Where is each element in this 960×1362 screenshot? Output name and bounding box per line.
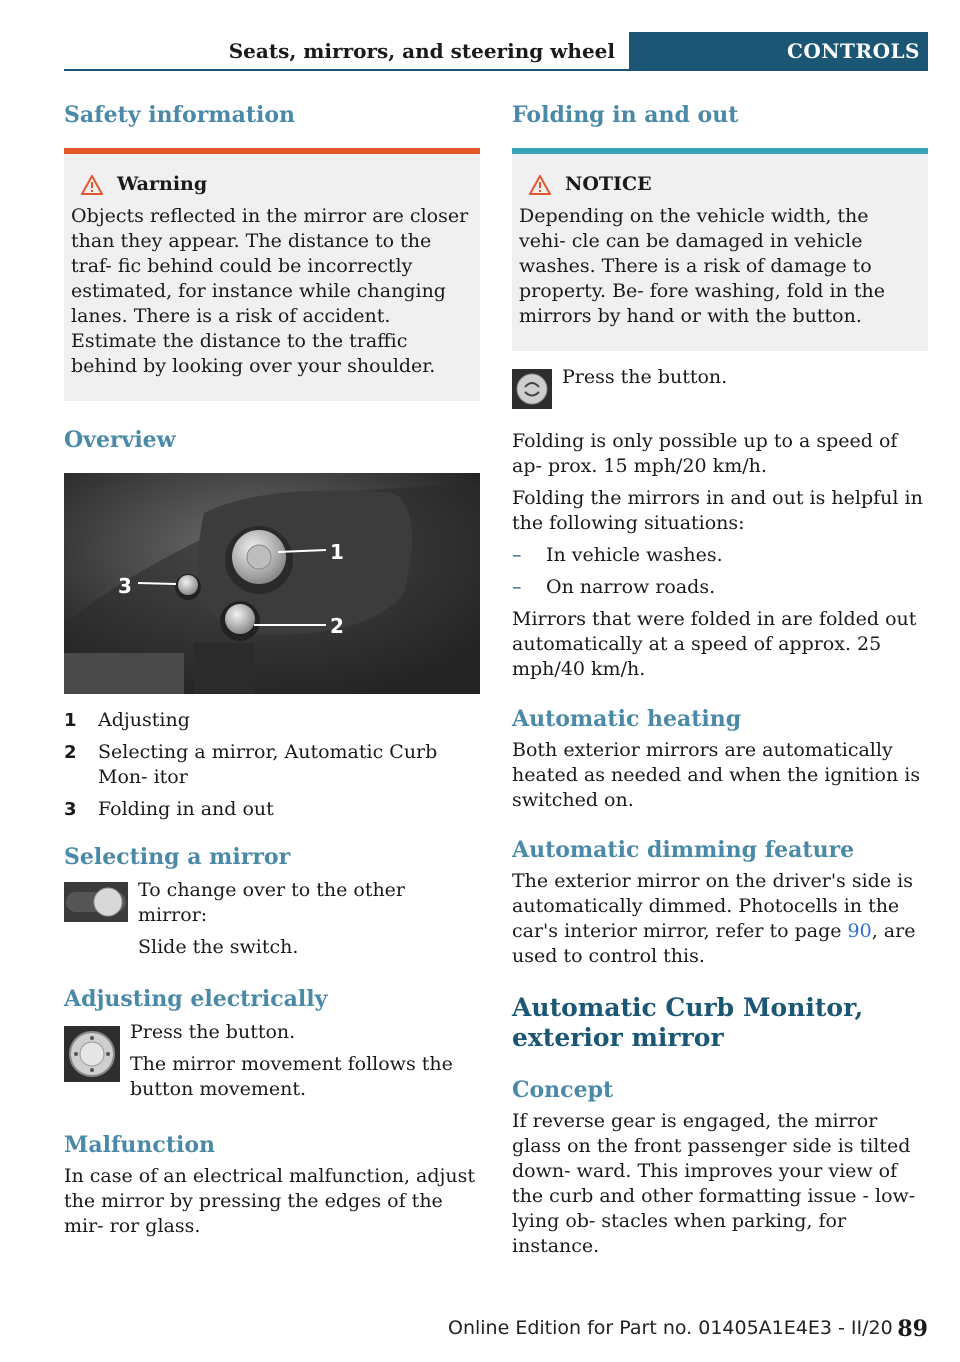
unfold-text: Mirrors that were folded in are folded out automatically at a speed of approx. 25 mph/40 km/h. xyxy=(512,608,917,680)
header-rule xyxy=(64,69,629,71)
overview-heading: Overview xyxy=(64,427,176,453)
page-link[interactable]: 90 xyxy=(847,920,872,942)
warning-header xyxy=(71,172,473,197)
notice-box xyxy=(512,148,928,351)
section-title: Seats, mirrors, and steering wheel xyxy=(228,39,615,63)
callout-2: 2 xyxy=(330,614,344,638)
edition-text: Online Edition for Part no. 01405A1E4E3 - II/20 xyxy=(448,1317,893,1339)
dimming-text: The exterior mirror on the driver's side is automatically dimmed. Photocells in the car's interior mirror, refer to page 90, are used to control this. xyxy=(512,870,916,967)
selecting-heading: Selecting a mirror xyxy=(64,844,291,870)
legend-item: 1 Adjusting xyxy=(64,709,190,731)
callout-3: 3 xyxy=(118,574,132,598)
safety-heading: Safety information xyxy=(64,102,296,128)
adjusting-heading: Adjusting electrically xyxy=(64,986,328,1012)
callout-1: 1 xyxy=(330,540,344,564)
fold-button-icon xyxy=(512,369,552,409)
overview-legend xyxy=(64,708,480,822)
press-button-text: Press the button. xyxy=(562,366,728,388)
mirror-controls-photo xyxy=(64,473,480,694)
heating-text: Both exterior mirrors are automatically heated as needed and when the ignition is switched on. xyxy=(512,739,921,811)
concept-heading: Concept xyxy=(512,1077,614,1103)
selecting-line-1: To change over to the other mirror: xyxy=(138,879,406,926)
mirror-switch-icon xyxy=(64,882,128,922)
concept-text: If reverse gear is engaged, the mirror glass on the front passenger side is tilted down- ward. This improves your view of the curb and other formatting issue - low-lying ob- stacles when parking, for instance. xyxy=(512,1110,916,1257)
right-column xyxy=(512,100,928,1259)
dimming-heading: Automatic dimming feature xyxy=(512,837,855,863)
selecting-line-2: Slide the switch. xyxy=(138,936,299,958)
warning-triangle-icon xyxy=(81,175,103,195)
chapter-tab[interactable]: CONTROLS xyxy=(629,32,928,71)
situation-item: – In vehicle washes. xyxy=(512,544,723,566)
notice-triangle-icon xyxy=(529,175,551,195)
situation-item: – On narrow roads. xyxy=(512,576,716,598)
warning-text: Objects reflected in the mirror are closer than they appear. The distance to the traf- fic behind could be incorrectly estimated, for instance while changing lanes. There is a risk of accident. Estimate the distance to the traffic behind by looking over your shoulder. xyxy=(71,205,469,377)
adjusting-row xyxy=(64,1020,480,1102)
notice-header xyxy=(519,172,921,197)
legend-item: 2 Selecting a mirror, Automatic Curb Mon- itor xyxy=(64,741,438,788)
folding-heading: Folding in and out xyxy=(512,102,739,128)
adjusting-line-2: The mirror movement follows the button movement. xyxy=(130,1053,453,1100)
page-number: 89 xyxy=(897,1316,928,1342)
notice-text: Depending on the vehicle width, the vehi- cle can be damaged in vehicle washes. There is a risk of damage to property. Be- fore washing, fold in the mirrors by hand or with the button. xyxy=(519,205,885,327)
notice-label: NOTICE xyxy=(565,173,652,195)
helpful-intro: Folding the mirrors in and out is helpful in the following situations: xyxy=(512,487,923,534)
curb-heading: Automatic Curb Monitor, exterior mirror xyxy=(512,993,864,1052)
warning-box xyxy=(64,148,480,401)
fold-button-row xyxy=(512,365,928,409)
adjusting-line-1: Press the button. xyxy=(130,1021,296,1043)
left-column xyxy=(64,100,480,1239)
malfunction-text: In case of an electrical malfunction, adjust the mirror by pressing the edges of the mir- ror glass. xyxy=(64,1165,476,1237)
legend-item: 3 Folding in and out xyxy=(64,798,274,820)
selecting-row xyxy=(64,878,480,960)
malfunction-heading: Malfunction xyxy=(64,1132,216,1158)
running-header xyxy=(64,32,928,71)
warning-label: Warning xyxy=(117,173,208,195)
folding-speed-text: Folding is only possible up to a speed of ap- prox. 15 mph/20 km/h. xyxy=(512,430,898,477)
heating-heading: Automatic heating xyxy=(512,706,742,732)
adjust-knob-icon xyxy=(64,1026,120,1082)
